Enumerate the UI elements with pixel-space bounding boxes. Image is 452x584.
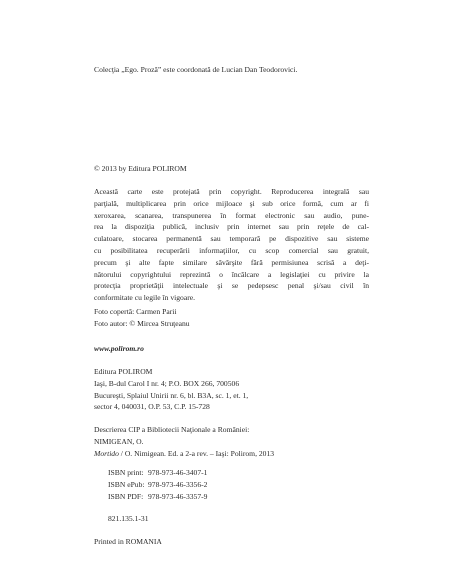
cip-title-rest: / O. Nimigean. Ed. a 2-a rev. – Iaşi: Polirom, 2013 xyxy=(118,448,275,458)
rights-line: nătorului copyrightului reprezintă o încălcare a legislaţiei cu privire la xyxy=(94,269,369,279)
rights-line: Această carte este protejată prin copyright. Reproducerea integrală sau xyxy=(94,187,369,196)
isbn-value: 978-973-46-3407-1 xyxy=(148,468,208,477)
rights-line: xeroxarea, scanarea, transpunerea în format electronic sau audio, pune- xyxy=(94,210,369,220)
printed-in-block xyxy=(94,536,369,548)
collection-note xyxy=(94,64,369,76)
photo-credits xyxy=(94,306,369,330)
rights-line: cu posibilitatea recuperării informaţiilor, cu scop comercial sau gratuit, xyxy=(94,245,369,255)
isbn-label: ISBN ePub: xyxy=(108,479,145,489)
photo-credit-author: Foto autor: © Mircea Struţeanu xyxy=(94,318,190,328)
publisher-address xyxy=(94,366,369,413)
cip-heading: Descrierea CIP a Bibliotecii Naţionale a României: xyxy=(94,425,250,434)
address-line: Iaşi, B-dul Carol I nr. 4; P.O. BOX 266, 700506 xyxy=(94,378,240,388)
rights-line: conformitate cu legile în vigoare. xyxy=(94,293,195,303)
classification-code: 821.135.1-31 xyxy=(108,514,149,523)
cip-block xyxy=(94,424,369,459)
isbn-value: 978-973-46-3356-2 xyxy=(148,479,208,489)
rights-paragraph xyxy=(94,186,369,304)
cip-author: NIMIGEAN, O. xyxy=(94,436,144,446)
rights-line: culatoare, stocarea permanentă sau temporară pe dispozitive sau sisteme xyxy=(94,234,369,244)
isbn-value: 978-973-46-3357-9 xyxy=(148,491,208,501)
rights-line: protecţia proprietăţii intelectuale şi se pedepsesc penal şi/sau civil în xyxy=(94,281,369,291)
address-line: sector 4, 040031, O.P. 53, C.P. 15-728 xyxy=(94,402,210,412)
cip-title-italic: Mortido xyxy=(94,448,119,458)
isbn-list xyxy=(94,467,369,502)
isbn-row xyxy=(94,479,369,491)
isbn-label: ISBN PDF: xyxy=(108,491,144,501)
website-block xyxy=(94,343,369,355)
cip-title xyxy=(94,448,369,460)
isbn-row xyxy=(94,491,369,503)
rights-line: precum şi alte fapte similare săvârşite fără permisiunea scrisă a deţi- xyxy=(94,257,369,267)
copyright-text: © 2013 by Editura POLIROM xyxy=(94,164,187,173)
copyright-line xyxy=(94,163,369,175)
rights-line: parţială, multiplicarea prin orice mijloace şi sub orice formă, cum ar fi xyxy=(94,198,369,208)
printed-in-text: Printed in ROMANIA xyxy=(94,537,162,546)
isbn-label: ISBN print: xyxy=(108,468,144,477)
website-link[interactable]: www.polirom.ro xyxy=(94,344,144,353)
collection-note-text: Colecţia „Ego. Proză” este coordonată de Lucian Dan Teodorovici. xyxy=(94,65,298,74)
classification-block xyxy=(94,513,369,525)
photo-credit-cover: Foto copertă: Carmen Parii xyxy=(94,307,177,316)
isbn-row xyxy=(94,467,369,479)
address-line: Editura POLIROM xyxy=(94,367,153,376)
rights-line: rea la dispoziţia publică, inclusiv prin internet sau prin reţele de cal- xyxy=(94,222,369,232)
address-line: Bucureşti, Splaiul Unirii nr. 6, bl. B3A, sc. 1, et. 1, xyxy=(94,390,249,400)
